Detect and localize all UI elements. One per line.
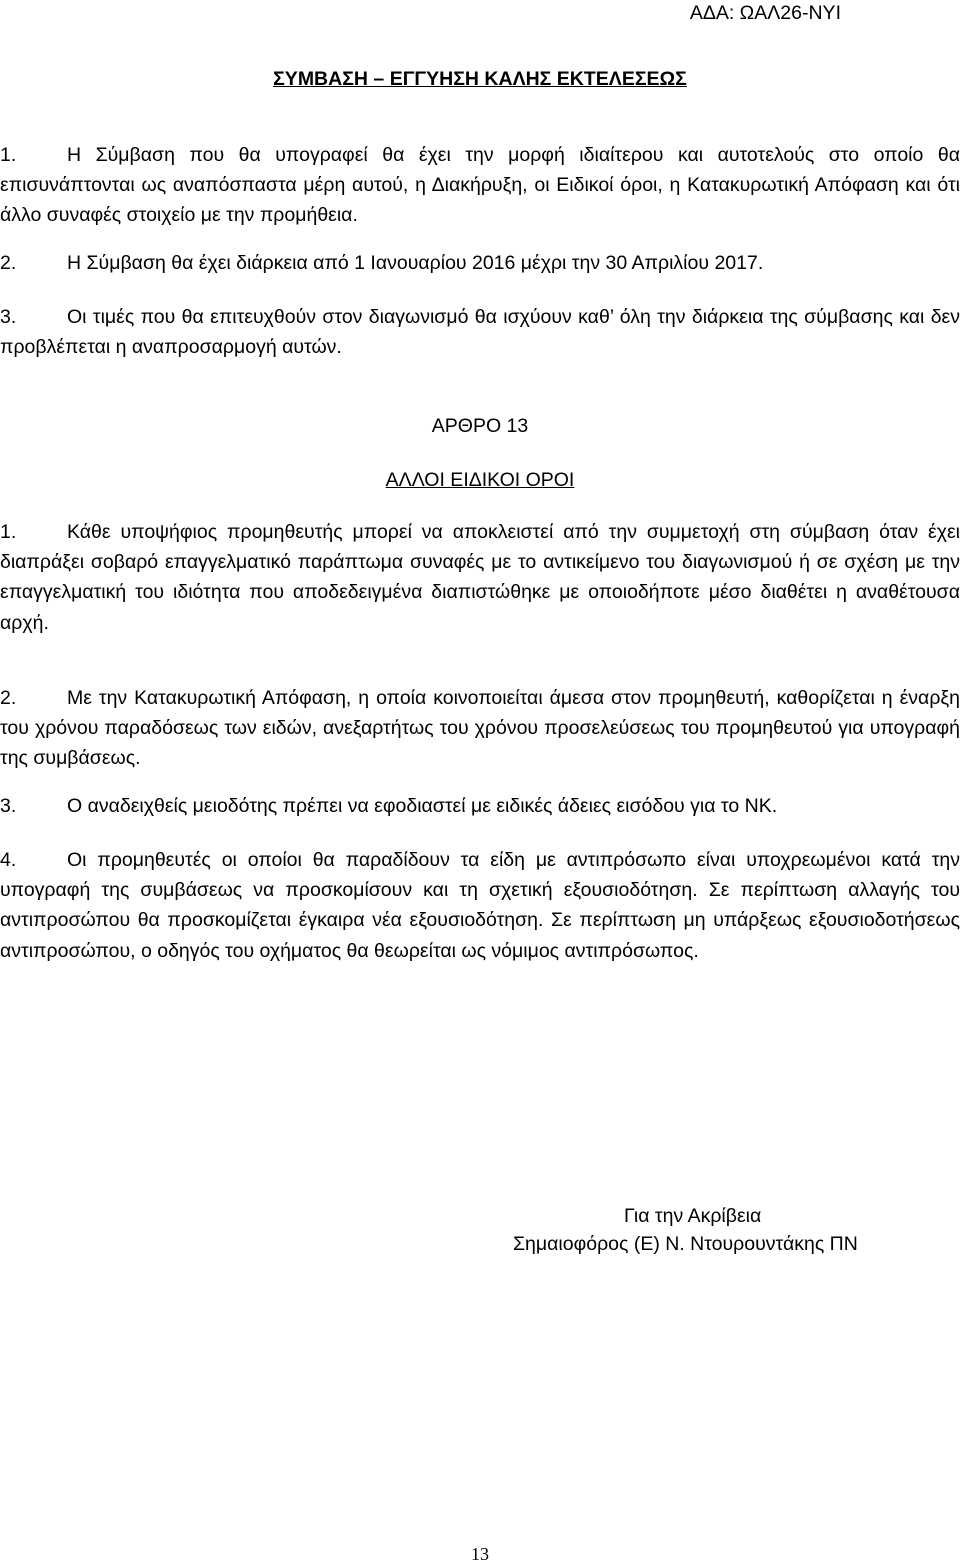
article-item-3 [0,791,960,821]
item-text: Κάθε υποψήφιος προμηθευτής μπορεί να αποκλειστεί από την συμμετοχή στη σύμβαση όταν έχει διαπράξει σοβαρό επαγγελματικό παράπτωμα συναφές με το αντικείμενο του διαγωνισμού ή σε σχέση με την επαγγελματική του ιδιότητα που αποδεδειγμένα διαπιστώθηκε με οποιοδήποτε μέσο διαθέτει η αναθέτουσα αρχή. [0,521,960,634]
contract-title: ΣΥΜΒΑΣΗ – ΕΓΓΥΗΣΗ ΚΑΛΗΣ ΕΚΤΕΛΕΣΕΩΣ [273,68,687,90]
contract-item-1 [0,140,960,231]
article-heading: ΑΡΘΡΟ 13 [431,415,529,437]
article-item-1 [0,517,960,638]
item-number: 1. [0,144,17,166]
item-number: 4. [0,849,17,871]
contract-item-2 [0,248,960,278]
contract-item-3 [0,302,960,362]
article-subheading: ΑΛΛΟΙ ΕΙΔΙΚΟΙ ΟΡΟΙ [385,469,575,491]
article-item-2 [0,683,960,774]
item-text: Οι προμηθευτές οι οποίοι θα παραδίδουν τα είδη με αντιπρόσωπο είναι υποχρεωμένοι κατά την υπογραφή της συμβάσεως να προσκομίσουν και τη σχετική εξουσιοδότηση. Σε περίπτωση αλλαγής του αντιπροσώπου θα προσκομίζεται έγκαιρα νέα εξουσιοδότηση. Σε περίπτωση μη υπάρξεως εξουσιοδοτήσεως αντιπροσώπου, ο οδηγός του οχήματος θα θεωρείται ως νόμιμος αντιπρόσωπος. [0,849,960,962]
item-text: Η Σύμβαση θα έχει διάρκεια από 1 Ιανουαρίου 2016 μέχρι την 30 Απριλίου 2017. [67,252,764,274]
item-text: Με την Κατακυρωτική Απόφαση, η οποία κοινοποιείται άμεσα στον προμηθευτή, καθορίζεται η έναρξη του χρόνου παραδόσεως των ειδών, ανεξαρτήτως του χρόνου προσελεύσεως του προμηθευτού για υπογραφή της συμβάσεως. [0,687,960,770]
page-number: 13 [471,1544,489,1564]
item-number: 3. [0,306,17,328]
item-number: 1. [0,521,17,543]
signature-line-2: Σημαιοφόρος (Ε) Ν. Ντουρουντάκης ΠΝ [513,1233,858,1255]
ada-code: ΑΔΑ: ΩΑΛ26-ΝΥΙ [689,2,841,24]
item-number: 2. [0,687,17,709]
item-text: Ο αναδειχθείς μειοδότης πρέπει να εφοδιαστεί με ειδικές άδειες εισόδου για το ΝΚ. [67,795,778,817]
item-number: 3. [0,795,17,817]
signature-line-1: Για την Ακρίβεια [624,1205,762,1227]
item-number: 2. [0,252,17,274]
item-text: Η Σύμβαση που θα υπογραφεί θα έχει την μορφή ιδιαίτερου και αυτοτελούς στο οποίο θα επισυνάπτονται ως αναπόσπαστα μέρη αυτού, η Διακήρυξη, οι Ειδικοί όροι, η Κατακυρωτική Απόφαση και ότι άλλο συναφές στοιχείο με την προμήθεια. [0,144,960,227]
item-text: Οι τιμές που θα επιτευχθούν στον διαγωνισμό θα ισχύουν καθ’ όλη την διάρκεια της σύμβασης και δεν προβλέπεται η αναπροσαρμογή αυτών. [0,306,960,359]
article-item-4 [0,845,960,966]
